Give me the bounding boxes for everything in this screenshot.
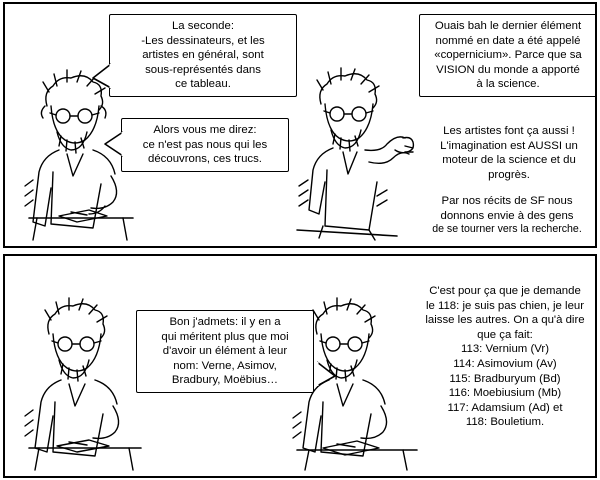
balloon-line: progrès. bbox=[488, 168, 530, 181]
balloon-line: ce tableau. bbox=[175, 78, 231, 91]
balloon-line: le 118: je suis pas chien, je leur bbox=[425, 299, 585, 312]
balloon-line: nom: Verne, Asimov, bbox=[173, 359, 277, 372]
balloon-line: Par nos récits de SF nous bbox=[441, 195, 573, 207]
balloon-line: Bradbury, Moëbius… bbox=[171, 374, 279, 387]
balloon-line: artistes en général, sont bbox=[142, 49, 264, 62]
balloon-line: Ouais bah le dernier élément bbox=[434, 20, 582, 32]
comic-panel-top bbox=[3, 2, 597, 248]
balloon-line: donnons envie à des gens bbox=[440, 209, 574, 222]
balloon-line: de se tourner vers la recherche. bbox=[432, 223, 582, 236]
balloon-line: laisse les autres. On a qu'à dire bbox=[425, 314, 585, 327]
balloon-line: d'avoir un élément à leur bbox=[162, 345, 288, 358]
character-drawing bbox=[19, 292, 149, 472]
caption-artistes-imagination bbox=[419, 120, 597, 186]
character-drawing bbox=[277, 66, 422, 241]
element-list-item: 116: Moebiusium (Mb) bbox=[448, 387, 562, 400]
seated-character-left-bottom bbox=[19, 292, 149, 472]
element-list-item: 114: Asimovium (Av) bbox=[453, 357, 557, 370]
caption-recits-sf bbox=[413, 190, 597, 241]
balloon-line: -Les dessinateurs, et les bbox=[141, 34, 265, 47]
speech-balloon-alors-vous-me-direz bbox=[121, 118, 289, 172]
speech-balloon-bon-jadmets bbox=[136, 310, 314, 393]
balloon-line: qui méritent plus que moi bbox=[161, 330, 289, 343]
comic-panel-bottom bbox=[3, 254, 597, 478]
element-list-item: 118: Bouletium. bbox=[465, 416, 545, 429]
balloon-tail-outline bbox=[103, 130, 133, 164]
balloon-line: L'imagination est AUSSI un bbox=[440, 139, 578, 152]
caption-element-list bbox=[407, 280, 597, 434]
balloon-line: Bon j'admets: il y en a bbox=[169, 316, 281, 328]
balloon-line: Alors vous me direz: bbox=[153, 124, 257, 136]
standing-character-right-top bbox=[277, 66, 422, 241]
balloon-line: «copernicium». Parce que sa bbox=[434, 49, 582, 62]
element-list-item: 115: Bradburyum (Bd) bbox=[449, 372, 561, 385]
balloon-line: VISION du monde a apporté bbox=[436, 63, 580, 76]
balloon-line: C'est pour ça que je demande bbox=[429, 285, 581, 297]
balloon-line: ce n'est pas nous qui les bbox=[142, 138, 268, 151]
balloon-tail-outline bbox=[91, 62, 121, 96]
element-list-item: 117: Adamsium (Ad) et bbox=[447, 401, 563, 414]
balloon-line: que ça fait: bbox=[477, 328, 533, 341]
balloon-line: découvrons, ces trucs. bbox=[148, 153, 262, 166]
balloon-line: nommé en date a été appelé bbox=[435, 34, 581, 47]
balloon-line: Les artistes font ça aussi ! bbox=[443, 125, 575, 137]
speech-balloon-copernicium bbox=[419, 14, 597, 97]
balloon-line: sous-représentés dans bbox=[145, 63, 261, 76]
balloon-line: moteur de la science et du bbox=[442, 154, 576, 167]
element-list-item: 113: Vernium (Vr) bbox=[461, 343, 549, 356]
speech-balloon-la-seconde bbox=[109, 14, 297, 97]
balloon-line: à la science. bbox=[476, 78, 540, 91]
balloon-tail-outline bbox=[305, 360, 339, 394]
balloon-line: La seconde: bbox=[171, 20, 235, 32]
